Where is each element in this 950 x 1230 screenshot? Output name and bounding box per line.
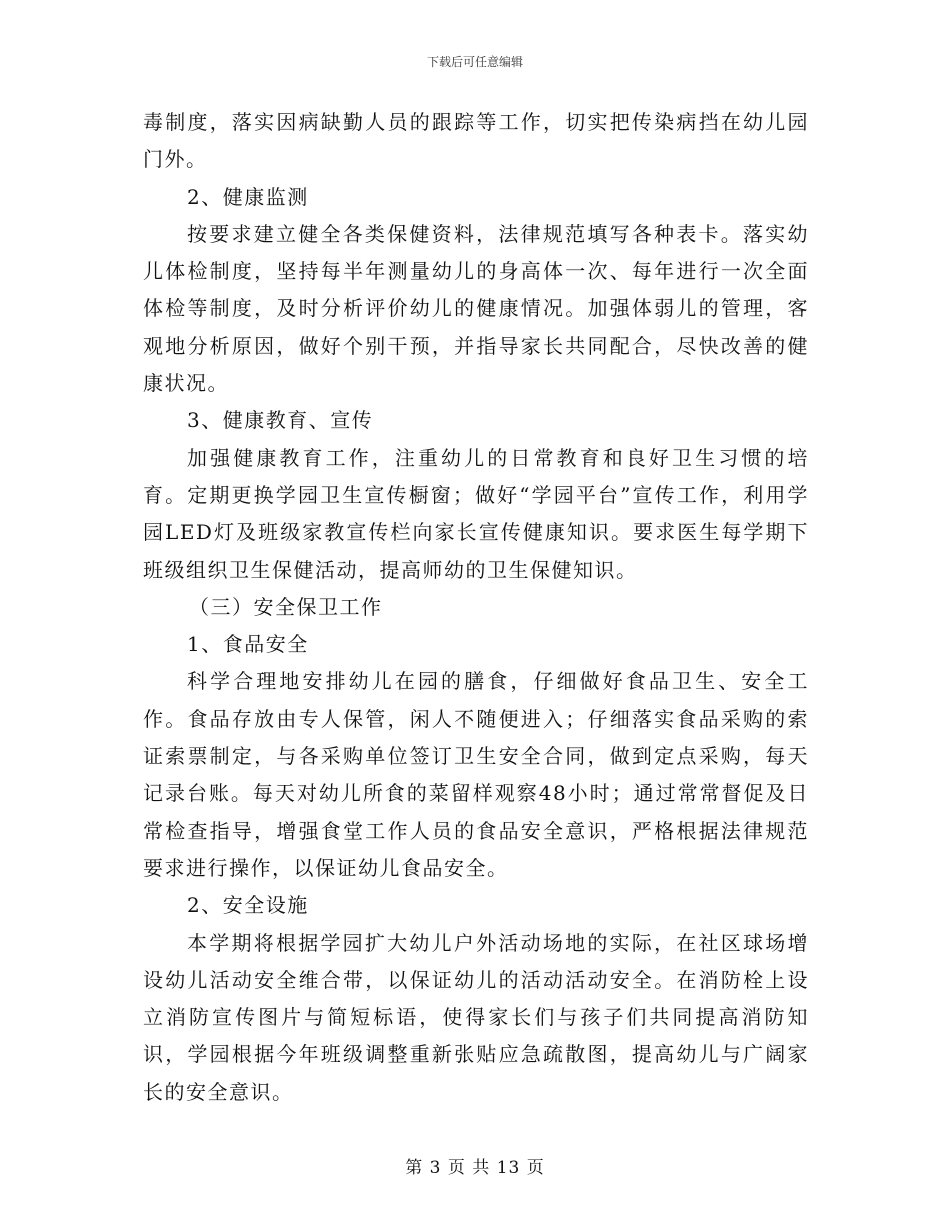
heading-health-education: 3、健康教育、宣传 <box>187 408 374 433</box>
page-number-footer: 第 3 页 共 13 页 <box>405 1158 545 1178</box>
paragraph-safety-facilities: 本学期将根据学园扩大幼儿户外活动场地的实际，在社区球场增设幼儿活动安全维合带，以保证幼儿的活动活动安全。在消防栓上设立消防宣传图片与简短标语，使得家长们与孩子们共同提高消防知识，学园根据今年班级调整重新张贴应急疏散图，提高幼儿与广阔家长的安全意识。 <box>143 930 809 1104</box>
heading-safety-facilities: 2、安全设施 <box>187 893 309 918</box>
paragraph-food-safety: 科学合理地安排幼儿在园的膳食，仔细做好食品卫生、安全工作。食品存放由专人保管，闲人不随便进入；仔细落实食品采购的索证索票制定，与各采购单位签订卫生安全合同，做到定点采购，每天记录台账。每天对幼儿所食的菜留样观察48小时；通过常常督促及日常检查指导，增强食堂工作人员的食品安全意识，严格根据法律规范要求进行操作，以保证幼儿食品安全。 <box>143 669 809 880</box>
heading-food-safety: 1、食品安全 <box>187 632 309 657</box>
heading-health-monitoring: 2、健康监测 <box>187 184 309 209</box>
heading-safety-work: （三）安全保卫工作 <box>189 594 383 619</box>
page-header: 下载后可任意编辑 <box>426 55 523 69</box>
document-body <box>143 104 809 1111</box>
paragraph-continuation: 毒制度，落实因病缺勤人员的跟踪等工作，切实把传染病挡在幼儿园门外。 <box>143 110 809 172</box>
paragraph-health-monitoring: 按要求建立健全各类保健资料，法律规范填写各种表卡。落实幼儿体检制度，坚持每半年测量幼儿的身高体一次、每年进行一次全面体检等制度，及时分析评价幼儿的健康情况。加强体弱儿的管理，客观地分析原因，做好个别干预，并指导家长共同配合，尽快改善的健康状况。 <box>143 221 809 396</box>
paragraph-health-education: 加强健康教育工作，注重幼儿的日常教育和良好卫生习惯的培育。定期更换学园卫生宣传橱窗；做好“学园平台”宣传工作，利用学园LED灯及班级家教宣传栏向家长宣传健康知识。要求医生每学期下班级组织卫生保健活动，提高师幼的卫生保健知识。 <box>143 445 809 582</box>
